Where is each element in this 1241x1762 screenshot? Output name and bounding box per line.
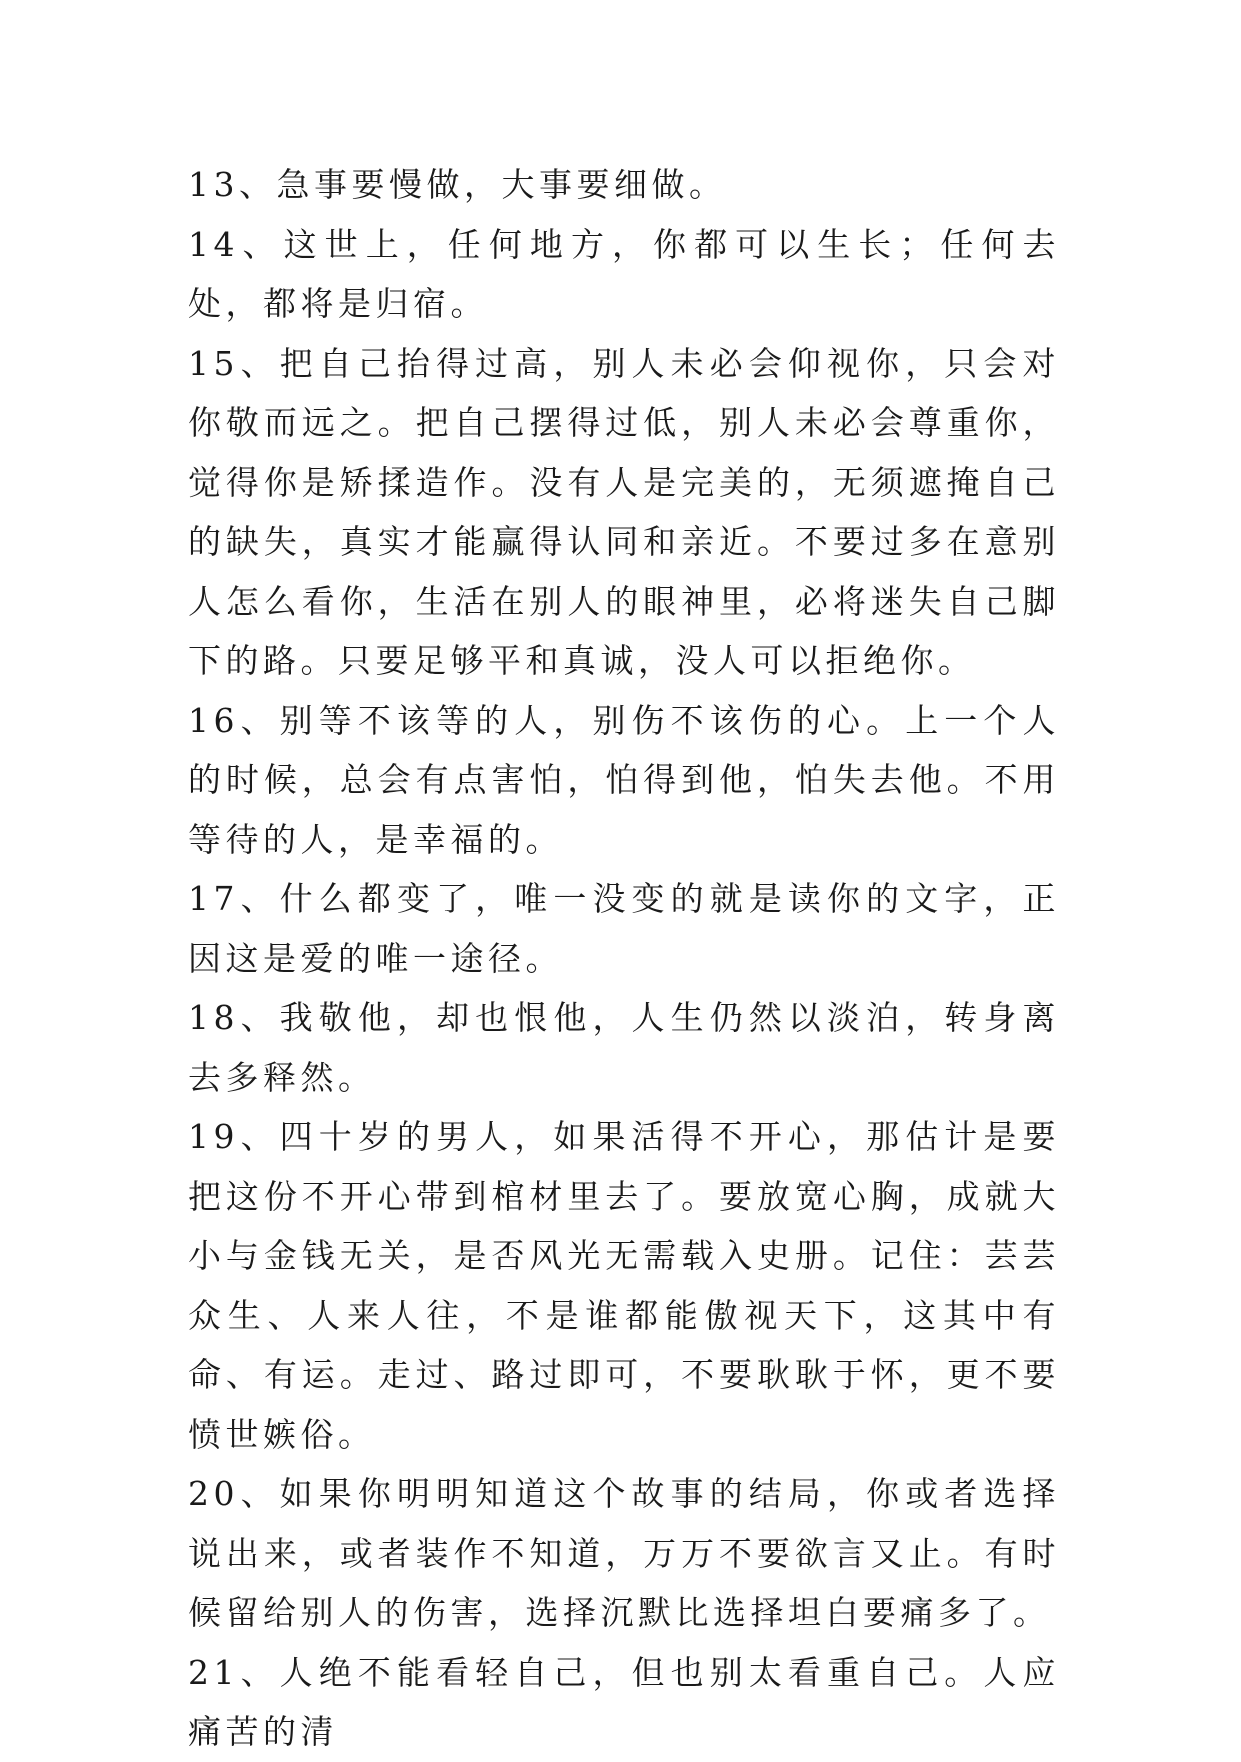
- paragraph-16: 16、别等不该等的人，别伤不该伤的心。上一个人的时候，总会有点害怕，怕得到他，怕失去他。不用等待的人，是幸福的。: [188, 700, 1060, 859]
- paragraph-15: 15、把自己抬得过高，别人未必会仰视你，只会对你敬而远之。把自己摆得过低，别人未必会尊重你，觉得你是矫揉造作。没有人是完美的，无须遮掩自己的缺失，真实才能赢得认同和亲近。不要过多在意别人怎么看你，生活在别人的眼神里，必将迷失自己脚下的路。只要足够平和真诚，没人可以拒绝你。: [188, 343, 1060, 680]
- paragraph-14: 14、这世上，任何地方，你都可以生长；任何去处，都将是归宿。: [188, 224, 1060, 323]
- paragraph-18: 18、我敬他，却也恨他，人生仍然以淡泊，转身离去多释然。: [188, 998, 1060, 1097]
- paragraph-17: 17、什么都变了，唯一没变的就是读你的文字，正因这是爱的唯一途径。: [188, 879, 1060, 978]
- paragraph-13: 13、急事要慢做，大事要细做。: [188, 165, 727, 204]
- document-body: [188, 155, 1060, 1762]
- paragraph-21: 21、人绝不能看轻自己，但也别太看重自己。人应痛苦的清: [188, 1652, 1060, 1751]
- paragraph-20: 20、如果你明明知道这个故事的结局，你或者选择说出来，或者装作不知道，万万不要欲言又止。有时候留给别人的伤害，选择沉默比选择坦白要痛多了。: [188, 1474, 1060, 1632]
- paragraph-19: 19、四十岁的男人，如果活得不开心，那估计是要把这份不开心带到棺材里去了。要放宽心胸，成就大小与金钱无关，是否风光无需载入史册。记住：芸芸众生、人来人往，不是谁都能傲视天下，这其中有命、有运。走过、路过即可，不要耿耿于怀，更不要愤世嫉俗。: [188, 1117, 1060, 1454]
